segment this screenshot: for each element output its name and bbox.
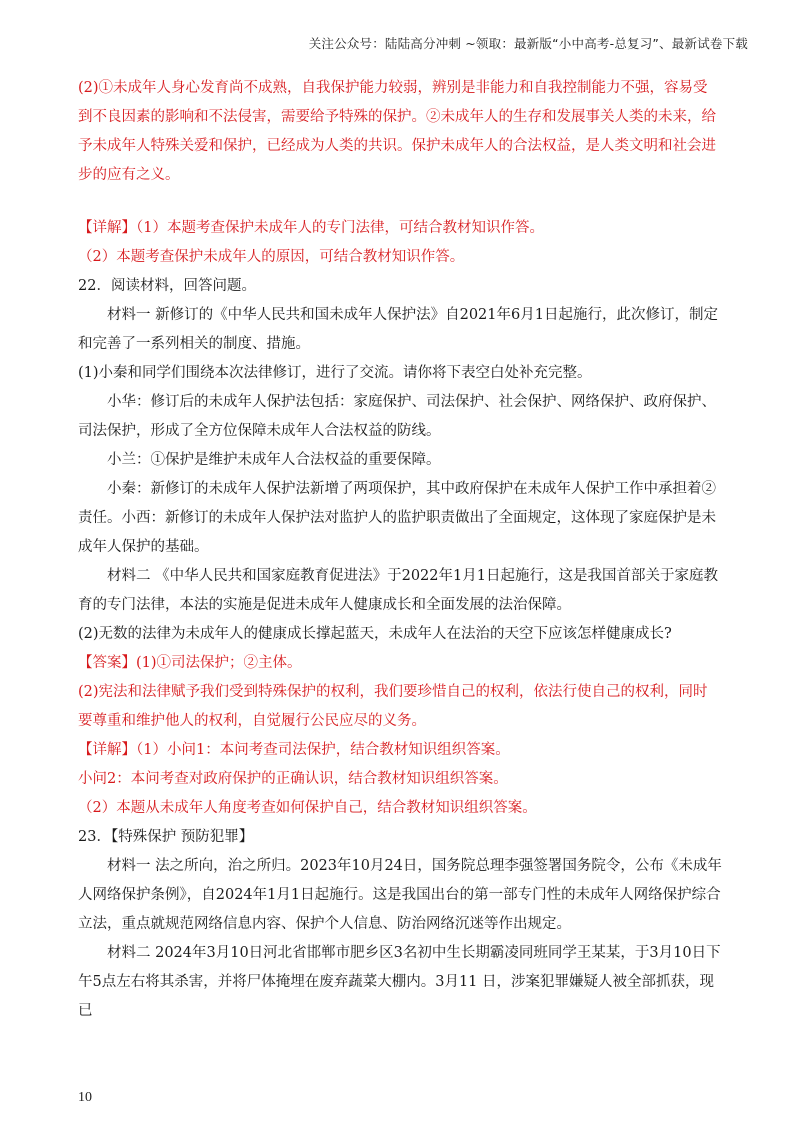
q22-detail3: （2）本题从未成年人角度考查如何保护自己，结合教材知识组织答案。 [78, 800, 537, 816]
q22-title: 22．阅读材料，回答问题。 [78, 278, 256, 294]
q22-answer1: 【答案】(1)①司法保护；②主体。 [78, 655, 302, 671]
q22-xiaohua: 小华：修订后的未成年人保护法包括：家庭保护、司法保护、社会保护、网络保护、政府保护、司法保护，形成了全方位保障未成年人合法权益的防线。 [78, 394, 716, 439]
page-header: 关注公众号：陆陆高分冲刺 ~领取：最新版“小中高考-总复习”、最新试卷下载 [308, 36, 748, 51]
q23-material2: 材料二 2024年3月10日河北省邯郸市肥乡区3名初中生长期霸凌同班同学王某某，于3月10日下午5点左右将其杀害，并将尸体掩埋在废弃蔬菜大棚内。3月11 日，涉案犯罪嫌疑人被全部抓获，现已 [78, 945, 721, 1019]
q22-detail2: 小问2：本问考查对政府保护的正确认识，结合教材知识组织答案。 [78, 771, 508, 787]
q22-detail1: 【详解】（1）小问1：本问考查司法保护，结合教材知识组织答案。 [78, 742, 510, 758]
q22-material2: 材料二 《中华人民共和国家庭教育促进法》于2022年1月1日起施行，这是我国首部关于家庭教育的专门法律，本法的实施是促进未成年人健康成长和全面发展的法治保障。 [78, 568, 718, 613]
q22-material1: 材料一 新修订的《中华人民共和国未成年人保护法》自2021年6月1日起施行，此次修订，制定和完善了一系列相关的制度、措施。 [78, 307, 718, 352]
page-content [78, 74, 722, 1026]
detail-q21-line1: 【详解】（1）本题考查保护未成年人的专门法律，可结合教材知识作答。 [78, 220, 544, 236]
q22-sub2: (2)无数的法律为未成年人的健康成长撑起蓝天，未成年人在法治的天空下应该怎样健康成长? [78, 626, 672, 642]
q23-material1: 材料一 法之所向，治之所归。2023年10月24日，国务院总理李强签署国务院令，公布《未成年人网络保护条例》，自2024年1月1日起施行。这是我国出台的第一部专门性的未成年人网络保护综合立法，重点就规范网络信息内容、保护个人信息、防治网络沉迷等作出规定。 [78, 858, 722, 932]
page-number: 10 [78, 1090, 92, 1105]
q22-answer2: (2)宪法和法律赋予我们受到特殊保护的权利，我们要珍惜自己的权利，依法行使自己的权利，同时要尊重和维护他人的权利，自觉履行公民应尽的义务。 [78, 684, 708, 729]
q23-title: 23．【特殊保护 预防犯罪】 [78, 829, 254, 845]
answer-q21-part2: (2)①未成年人身心发育尚不成熟，自我保护能力较弱，辨别是非能力和自我控制能力不强，容易受到不良因素的影响和不法侵害，需要给予特殊的保护。②未成年人的生存和发展事关人类的未来，给予未成年人特殊关爱和保护，已经成为人类的共识。保护未成年人的合法权益，是人类文明和社会进步的应有之义。 [78, 80, 716, 183]
detail-q21-line2: （2）本题考查保护未成年人的原因，可结合教材知识作答。 [78, 249, 465, 265]
q22-xiaolan: 小兰：①保护是维护未成年人合法权益的重要保障。 [107, 452, 441, 468]
q22-xiaoqin: 小秦：新修订的未成年人保护法新增了两项保护，其中政府保护在未成年人保护工作中承担着②责任。小西：新修订的未成年人保护法对监护人的监护职责做出了全面规定，这体现了家庭保护是未成年人保护的基础。 [78, 481, 716, 555]
q22-sub1: (1)小秦和同学们围绕本次法律修订，进行了交流。请你将下表空白处补充完整。 [78, 365, 592, 381]
